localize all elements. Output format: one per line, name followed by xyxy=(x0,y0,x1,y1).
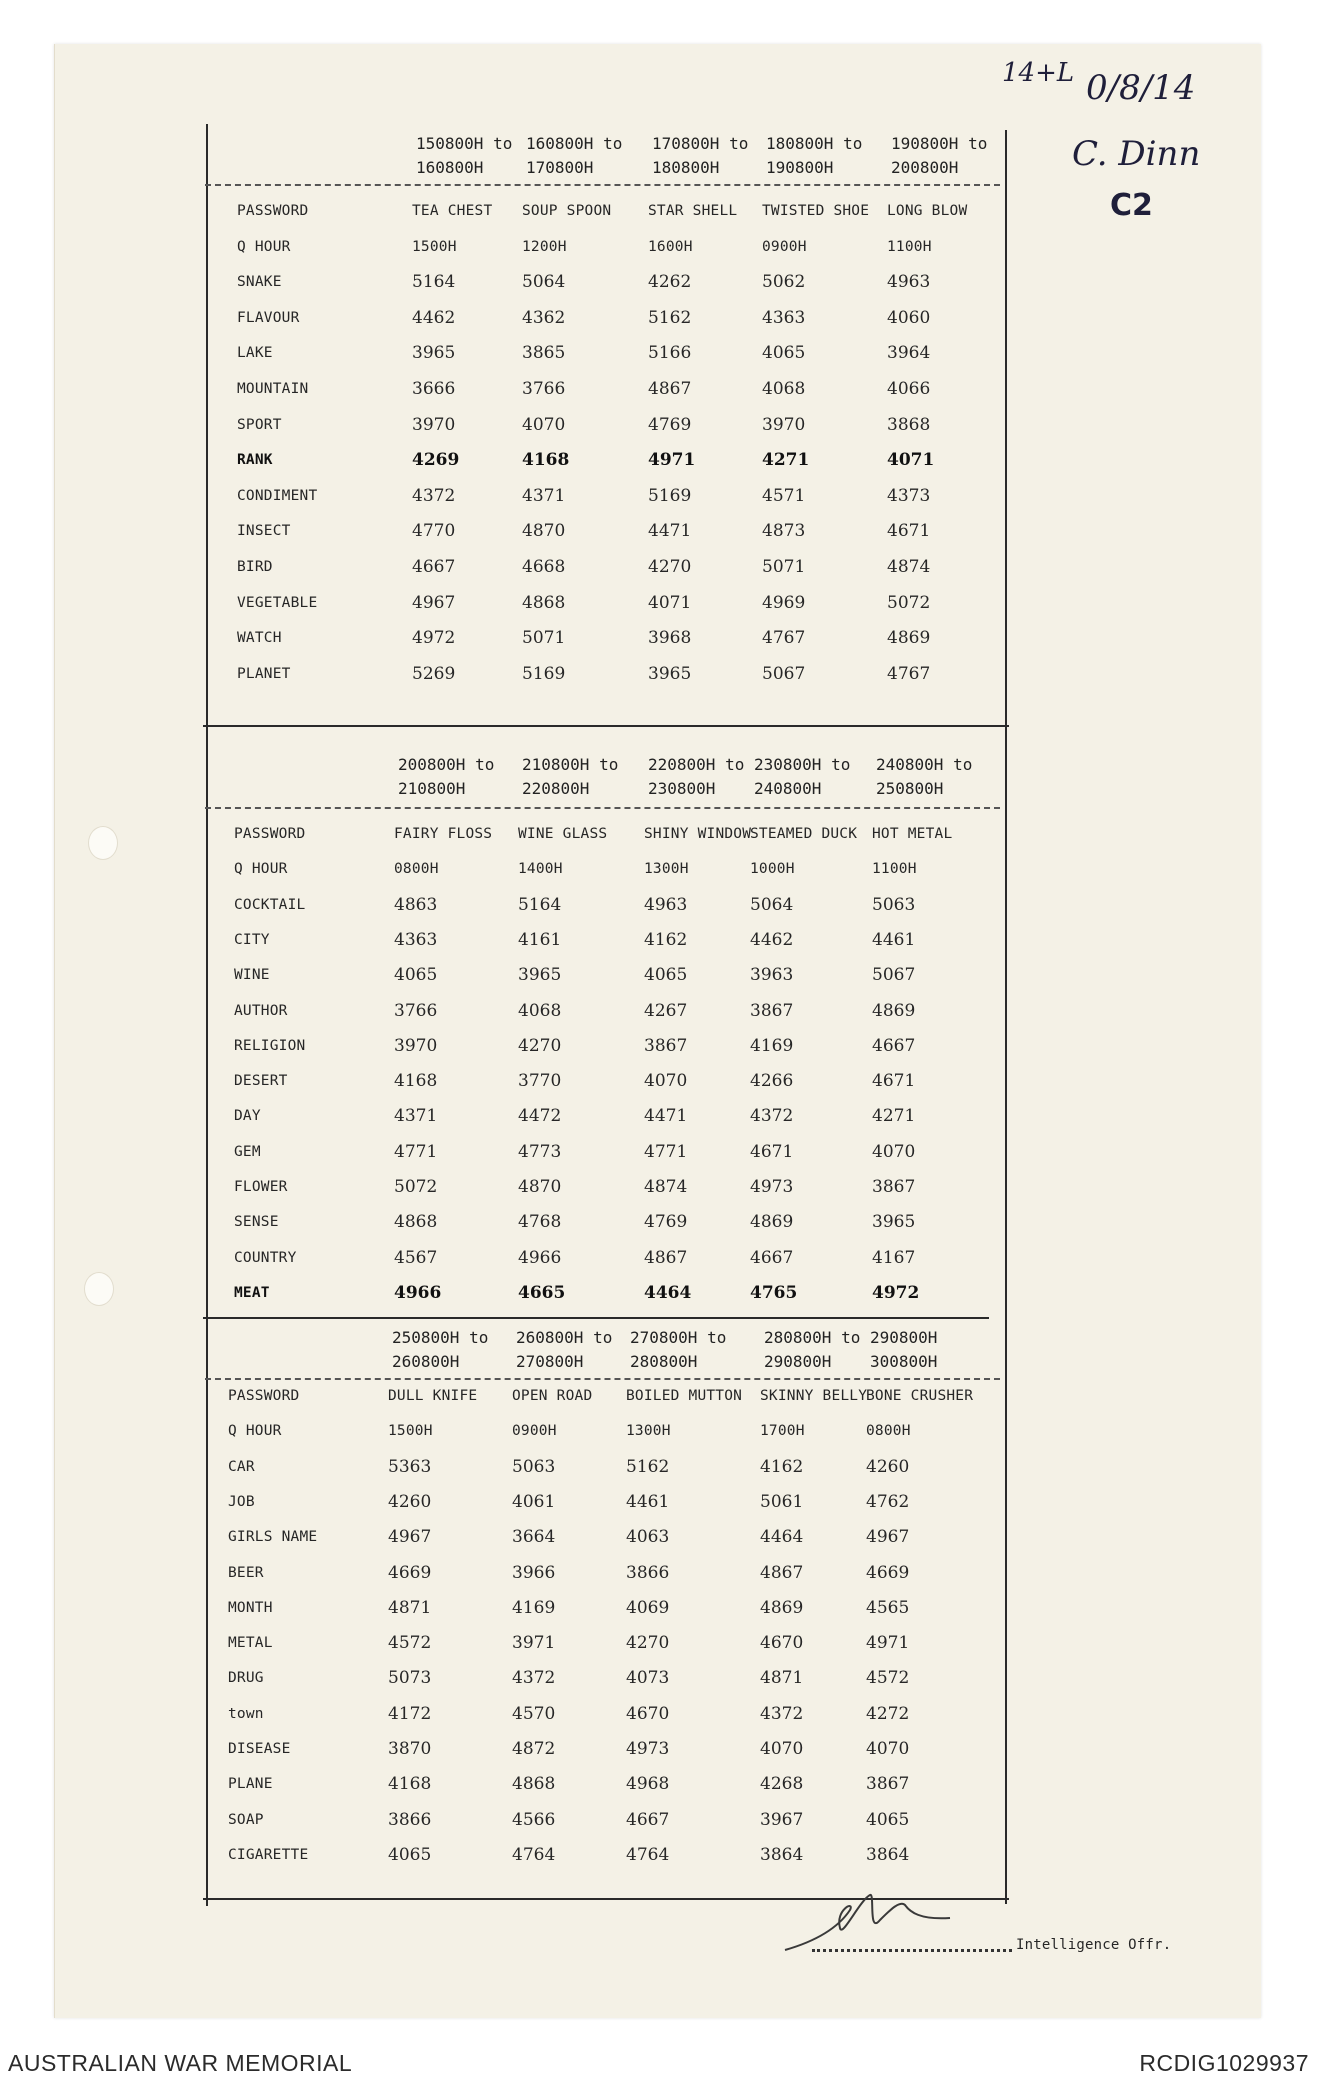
table-cell: 4371 xyxy=(522,485,566,506)
table-cell: 4667 xyxy=(626,1809,670,1830)
table-cell: 4963 xyxy=(644,894,688,915)
table-cell: 4066 xyxy=(887,379,931,399)
table-cell: 3865 xyxy=(522,343,566,364)
table-cell: 3965 xyxy=(872,1212,916,1233)
table-cell: 4867 xyxy=(760,1562,804,1583)
table-cell: 3966 xyxy=(512,1562,556,1583)
annotation-code: C2 xyxy=(1110,188,1153,223)
period-header: 270800H to 280800H xyxy=(630,1328,727,1371)
row-label: WINE xyxy=(234,967,270,984)
table-cell: 4267 xyxy=(644,1000,688,1021)
row-label: MOUNTAIN xyxy=(237,381,309,397)
table-cell: 3866 xyxy=(626,1562,670,1583)
table-cell: 4260 xyxy=(866,1456,910,1477)
table-cell: 4071 xyxy=(648,592,692,613)
table-cell: 4968 xyxy=(626,1774,670,1795)
table-cell: TWISTED SHOE xyxy=(762,203,870,219)
table-cell: 5063 xyxy=(512,1456,556,1477)
table-cell: 5064 xyxy=(522,272,566,293)
table-cell: 4462 xyxy=(412,307,456,328)
row-label: COUNTRY xyxy=(234,1249,297,1266)
table-cell: 4969 xyxy=(762,592,806,613)
table-cell: 4874 xyxy=(644,1177,688,1197)
table-cell: LONG BLOW xyxy=(887,203,968,219)
table-cell: 4667 xyxy=(750,1247,794,1268)
table-cell: STEAMED DUCK xyxy=(750,826,858,842)
table-cell: 4471 xyxy=(648,521,692,542)
table-cell: 4771 xyxy=(644,1141,688,1162)
period-header: 240800H to 250800H xyxy=(876,755,973,798)
table-cell: 3870 xyxy=(388,1739,432,1759)
table-cell: 5061 xyxy=(760,1491,804,1512)
row-label: SOAP xyxy=(228,1811,264,1828)
period-header: 280800H to 290800H xyxy=(764,1328,861,1371)
period-header: 220800H to 230800H xyxy=(648,755,745,798)
row-label: DISEASE xyxy=(228,1741,291,1757)
table-cell: 4966 xyxy=(518,1247,562,1268)
table-cell: 4372 xyxy=(512,1668,556,1689)
table-cell: 4769 xyxy=(648,414,692,435)
signature-title: Intelligence Offr. xyxy=(1016,1937,1172,1953)
table-cell: 0900H xyxy=(762,238,807,255)
table-cell: 1500H xyxy=(412,238,457,255)
table-cell: 4668 xyxy=(522,557,566,577)
table-cell: 4868 xyxy=(512,1774,556,1795)
table-cell: 4162 xyxy=(644,929,688,950)
table-cell: FAIRY FLOSS xyxy=(394,826,493,842)
table-cell: 4769 xyxy=(644,1212,688,1233)
table-cell: 4870 xyxy=(518,1177,562,1197)
row-label: DAY xyxy=(234,1108,261,1125)
table-cell: 4767 xyxy=(887,663,931,684)
table-cell: 4768 xyxy=(518,1212,562,1233)
table-cell: HOT METAL xyxy=(872,826,953,842)
row-label: town xyxy=(228,1705,264,1722)
table-cell: 4773 xyxy=(518,1141,562,1162)
period-header: 190800H to 200800H xyxy=(891,134,988,177)
table-cell: 4260 xyxy=(388,1491,432,1512)
table-cell: 5169 xyxy=(648,485,692,506)
table-cell: 5169 xyxy=(522,663,566,684)
table-cell: 4869 xyxy=(750,1212,794,1233)
table-cell: 4070 xyxy=(644,1071,688,1092)
table-cell: 1700H xyxy=(760,1423,805,1440)
table-cell: 5363 xyxy=(388,1456,432,1477)
table-cell: 4462 xyxy=(750,929,794,950)
table-cell: 0900H xyxy=(512,1423,557,1440)
table-cell: 4572 xyxy=(866,1668,910,1689)
table-cell: 4869 xyxy=(872,1000,916,1021)
header-rule xyxy=(205,184,1000,186)
row-label: FLOWER xyxy=(234,1179,288,1195)
table-cell: 3967 xyxy=(760,1809,804,1830)
table-cell: 3965 xyxy=(518,965,562,986)
table-cell: 1100H xyxy=(872,861,917,878)
table-cell: 4069 xyxy=(626,1597,670,1618)
row-label: BIRD xyxy=(237,559,273,575)
table-cell: 4372 xyxy=(750,1106,794,1127)
table-cell: 4670 xyxy=(760,1633,804,1654)
table-cell: 4471 xyxy=(644,1106,688,1127)
table-cell: 4765 xyxy=(750,1282,798,1303)
table-cell: 4266 xyxy=(750,1071,794,1092)
annotation-number: 14+L xyxy=(1002,58,1075,88)
row-label: RANK xyxy=(237,452,273,469)
table-cell: 1500H xyxy=(388,1423,433,1440)
row-label: CONDIMENT xyxy=(237,487,318,504)
table-cell: 4464 xyxy=(644,1282,692,1303)
row-label: Q HOUR xyxy=(228,1423,282,1440)
table-cell: 4871 xyxy=(760,1668,804,1689)
table-cell: 4873 xyxy=(762,521,806,542)
table-cell: 3864 xyxy=(866,1844,910,1865)
table-cell: 4972 xyxy=(412,628,456,649)
table-cell: SHINY WINDOW xyxy=(644,826,752,842)
row-label: GIRLS NAME xyxy=(228,1529,318,1546)
table-cell: 3970 xyxy=(394,1035,438,1056)
table-cell: 1300H xyxy=(626,1423,671,1440)
period-header: 200800H to 210800H xyxy=(398,755,495,798)
header-rule xyxy=(205,807,1000,809)
table-cell: 4963 xyxy=(887,272,931,293)
table-cell: 4065 xyxy=(644,965,688,986)
period-header: 260800H to 270800H xyxy=(516,1328,613,1371)
table-cell: 3868 xyxy=(887,414,931,435)
table-cell: 4570 xyxy=(512,1703,556,1724)
row-label: SENSE xyxy=(234,1214,279,1231)
row-label: VEGETABLE xyxy=(237,594,318,611)
table-cell: 4060 xyxy=(887,307,931,328)
period-header: 230800H to 240800H xyxy=(754,755,851,798)
table-cell: 3664 xyxy=(512,1527,556,1548)
table-cell: 4871 xyxy=(388,1597,432,1618)
signature-scribble xyxy=(780,1880,1000,1960)
table-right-border xyxy=(1005,130,1007,1904)
annotation-initials: C. Dinn xyxy=(1072,134,1201,174)
table-cell: 3864 xyxy=(760,1844,804,1865)
table-cell: 3766 xyxy=(522,379,566,399)
footer-reference: RCDIG1029937 xyxy=(1139,2050,1309,2076)
table-cell: TEA CHEST xyxy=(412,203,493,219)
table-cell: 3867 xyxy=(750,1000,794,1021)
table-cell: 4065 xyxy=(762,343,806,364)
signature-line xyxy=(812,1949,1012,1952)
table-cell: 4867 xyxy=(644,1247,688,1268)
table-cell: 1100H xyxy=(887,238,932,255)
table-cell: 5071 xyxy=(522,628,566,649)
table-left-border xyxy=(206,124,208,1906)
table-cell: 4461 xyxy=(872,929,916,950)
table-cell: 4070 xyxy=(522,414,566,435)
table-cell: 4271 xyxy=(872,1106,916,1127)
table-cell: 4071 xyxy=(887,450,935,471)
table-cell: 3770 xyxy=(518,1071,562,1092)
row-label: Q HOUR xyxy=(237,238,291,255)
annotation-date: 0/8/14 xyxy=(1086,68,1196,108)
table-cell: 1600H xyxy=(648,238,693,255)
table-cell: 4371 xyxy=(394,1106,438,1127)
table-cell: 4161 xyxy=(518,929,562,950)
table-cell: STAR SHELL xyxy=(648,203,738,219)
table-cell: 4870 xyxy=(522,521,566,542)
row-label: DESERT xyxy=(234,1073,288,1090)
table-cell: 4966 xyxy=(394,1282,442,1303)
table-cell: 4567 xyxy=(394,1247,438,1268)
period-header: 290800H 300800H xyxy=(870,1328,938,1371)
table-cell: 5164 xyxy=(518,894,562,915)
table-cell: 3965 xyxy=(648,663,692,684)
table-cell: 1000H xyxy=(750,861,795,878)
table-cell: 4973 xyxy=(626,1739,670,1759)
table-cell: 4070 xyxy=(866,1739,910,1759)
footer-institution: AUSTRALIAN WAR MEMORIAL xyxy=(8,2050,353,2076)
table-cell: WINE GLASS xyxy=(518,826,608,842)
table-cell: OPEN ROAD xyxy=(512,1388,593,1404)
row-label: Q HOUR xyxy=(234,861,288,878)
table-cell: 5162 xyxy=(648,307,692,328)
table-cell: 1200H xyxy=(522,238,567,255)
table-cell: 3965 xyxy=(412,343,456,364)
table-cell: 4868 xyxy=(394,1212,438,1233)
table-cell: 4269 xyxy=(412,450,460,471)
table-cell: 5071 xyxy=(762,557,806,577)
table-cell: 5062 xyxy=(762,272,806,293)
table-cell: 4168 xyxy=(394,1071,438,1092)
period-header: 150800H to 160800H xyxy=(416,134,513,177)
table-cell: 4373 xyxy=(887,485,931,506)
table-cell: 4770 xyxy=(412,521,456,542)
row-label: CITY xyxy=(234,931,270,948)
table-cell: 4669 xyxy=(866,1562,910,1583)
row-label: FLAVOUR xyxy=(237,309,300,326)
table-cell: 4762 xyxy=(866,1491,910,1512)
table-cell: 4070 xyxy=(872,1141,916,1162)
table-cell: 3666 xyxy=(412,379,456,399)
row-label: BEER xyxy=(228,1564,264,1581)
row-label: JOB xyxy=(228,1493,255,1510)
table-cell: 4363 xyxy=(394,929,438,950)
table-cell: 4667 xyxy=(872,1035,916,1056)
table-cell: 4868 xyxy=(522,592,566,613)
row-label: LAKE xyxy=(237,345,273,362)
table-cell: 0800H xyxy=(394,861,439,878)
table-cell: 4565 xyxy=(866,1597,910,1618)
table-cell: 5072 xyxy=(394,1177,438,1197)
table-cell: 4272 xyxy=(866,1703,910,1724)
table-cell: BOILED MUTTON xyxy=(626,1388,743,1404)
table-cell: 4065 xyxy=(394,965,438,986)
table-cell: 5164 xyxy=(412,272,456,293)
row-label: WATCH xyxy=(237,630,282,647)
row-label: RELIGION xyxy=(234,1037,306,1054)
table-cell: 4566 xyxy=(512,1809,556,1830)
table-cell: 4670 xyxy=(626,1703,670,1724)
punch-hole xyxy=(84,1272,114,1306)
row-label: MONTH xyxy=(228,1599,273,1616)
table-cell: 4169 xyxy=(512,1597,556,1618)
row-label: SPORT xyxy=(237,416,282,433)
table-cell: 4967 xyxy=(388,1527,432,1548)
table-cell: 4068 xyxy=(762,379,806,399)
row-label: CAR xyxy=(228,1458,255,1475)
table-cell: 4971 xyxy=(866,1633,910,1654)
row-label: PLANET xyxy=(237,665,291,682)
table-cell: 4764 xyxy=(512,1844,556,1865)
table-cell: 4572 xyxy=(388,1633,432,1654)
table-cell: 3970 xyxy=(412,414,456,435)
table-cell: 3968 xyxy=(648,628,692,649)
table-cell: 4172 xyxy=(388,1703,432,1724)
row-label: COCKTAIL xyxy=(234,896,306,913)
period-header: 250800H to 260800H xyxy=(392,1328,489,1371)
table-cell: 4372 xyxy=(412,485,456,506)
table-cell: 4771 xyxy=(394,1141,438,1162)
table-cell: 3867 xyxy=(872,1177,916,1197)
table-cell: 4671 xyxy=(887,521,931,542)
punch-hole xyxy=(88,826,118,860)
table-cell: 4767 xyxy=(762,628,806,649)
table-cell: 4665 xyxy=(518,1282,566,1303)
table-cell: 4167 xyxy=(872,1247,916,1268)
table-cell: 4073 xyxy=(626,1668,670,1689)
row-label: AUTHOR xyxy=(234,1002,288,1019)
table-cell: 3971 xyxy=(512,1633,556,1654)
row-label: SNAKE xyxy=(237,274,282,291)
table-cell: 5269 xyxy=(412,663,456,684)
table-cell: 4162 xyxy=(760,1456,804,1477)
table-cell: 4667 xyxy=(412,557,456,577)
row-label: DRUG xyxy=(228,1670,264,1687)
table-cell: 4571 xyxy=(762,485,806,506)
table-cell: 4168 xyxy=(522,450,570,471)
row-label: CIGARETTE xyxy=(228,1846,309,1863)
table-cell: 4464 xyxy=(760,1527,804,1548)
table-cell: 4068 xyxy=(518,1000,562,1021)
table-cell: 3867 xyxy=(644,1035,688,1056)
table-cell: 5166 xyxy=(648,343,692,364)
period-header: 210800H to 220800H xyxy=(522,755,619,798)
table-cell: 4869 xyxy=(887,628,931,649)
table-cell: DULL KNIFE xyxy=(388,1388,478,1404)
row-label: PASSWORD xyxy=(234,826,306,842)
row-label: MEAT xyxy=(234,1284,270,1301)
table-cell: 4867 xyxy=(648,379,692,399)
table-cell: 4967 xyxy=(412,592,456,613)
table-cell: 4972 xyxy=(872,1282,920,1303)
table-cell: 1400H xyxy=(518,861,563,878)
table-cell: 3867 xyxy=(866,1774,910,1795)
section-divider xyxy=(203,1317,989,1319)
table-cell: 4461 xyxy=(626,1491,670,1512)
table-cell: 3964 xyxy=(887,343,931,364)
table-cell: 4065 xyxy=(866,1809,910,1830)
period-header: 160800H to 170800H xyxy=(526,134,623,177)
table-cell: 4363 xyxy=(762,307,806,328)
table-cell: 3866 xyxy=(388,1809,432,1830)
table-cell: 3970 xyxy=(762,414,806,435)
table-cell: 4262 xyxy=(648,272,692,293)
table-cell: 0800H xyxy=(866,1423,911,1440)
table-cell: 4967 xyxy=(866,1527,910,1548)
table-cell: 4070 xyxy=(760,1739,804,1759)
row-label: INSECT xyxy=(237,523,291,540)
table-cell: 4169 xyxy=(750,1035,794,1056)
table-cell: 4764 xyxy=(626,1844,670,1865)
table-cell: 4065 xyxy=(388,1844,432,1865)
table-cell: 4362 xyxy=(522,307,566,328)
table-cell: 4671 xyxy=(750,1141,794,1162)
table-cell: 5063 xyxy=(872,894,916,915)
table-cell: 4973 xyxy=(750,1177,794,1197)
table-cell: 3766 xyxy=(394,1000,438,1021)
table-cell: 4270 xyxy=(626,1633,670,1654)
table-cell: 4270 xyxy=(648,557,692,577)
row-label: METAL xyxy=(228,1635,273,1652)
table-cell: 4270 xyxy=(518,1035,562,1056)
period-header: 180800H to 190800H xyxy=(766,134,863,177)
table-cell: 4971 xyxy=(648,450,696,471)
row-label: PASSWORD xyxy=(228,1388,300,1404)
table-cell: SKINNY BELLY xyxy=(760,1388,868,1404)
table-cell: 4061 xyxy=(512,1491,556,1512)
table-cell: 5073 xyxy=(388,1668,432,1689)
table-cell: 4669 xyxy=(388,1562,432,1583)
table-cell: 4372 xyxy=(760,1703,804,1724)
table-cell: 4472 xyxy=(518,1106,562,1127)
table-cell: 4271 xyxy=(762,450,810,471)
table-cell: 4863 xyxy=(394,894,438,915)
table-cell: 4268 xyxy=(760,1774,804,1795)
row-label: GEM xyxy=(234,1143,261,1160)
section-divider xyxy=(203,725,1009,727)
table-cell: 3963 xyxy=(750,965,794,986)
table-cell: SOUP SPOON xyxy=(522,203,612,219)
table-cell: BONE CRUSHER xyxy=(866,1388,974,1404)
table-cell: 4869 xyxy=(760,1597,804,1618)
table-cell: 5067 xyxy=(872,965,916,986)
table-cell: 5162 xyxy=(626,1456,670,1477)
header-rule xyxy=(205,1378,1000,1380)
table-cell: 5072 xyxy=(887,592,931,613)
table-cell: 4872 xyxy=(512,1739,556,1759)
table-cell: 5067 xyxy=(762,663,806,684)
table-cell: 5064 xyxy=(750,894,794,915)
table-cell: 1300H xyxy=(644,861,689,878)
table-cell: 4671 xyxy=(872,1071,916,1092)
period-header: 170800H to 180800H xyxy=(652,134,749,177)
table-cell: 4874 xyxy=(887,557,931,577)
row-label: PLANE xyxy=(228,1776,273,1793)
row-label: PASSWORD xyxy=(237,203,309,219)
table-cell: 4063 xyxy=(626,1527,670,1548)
table-cell: 4168 xyxy=(388,1774,432,1795)
